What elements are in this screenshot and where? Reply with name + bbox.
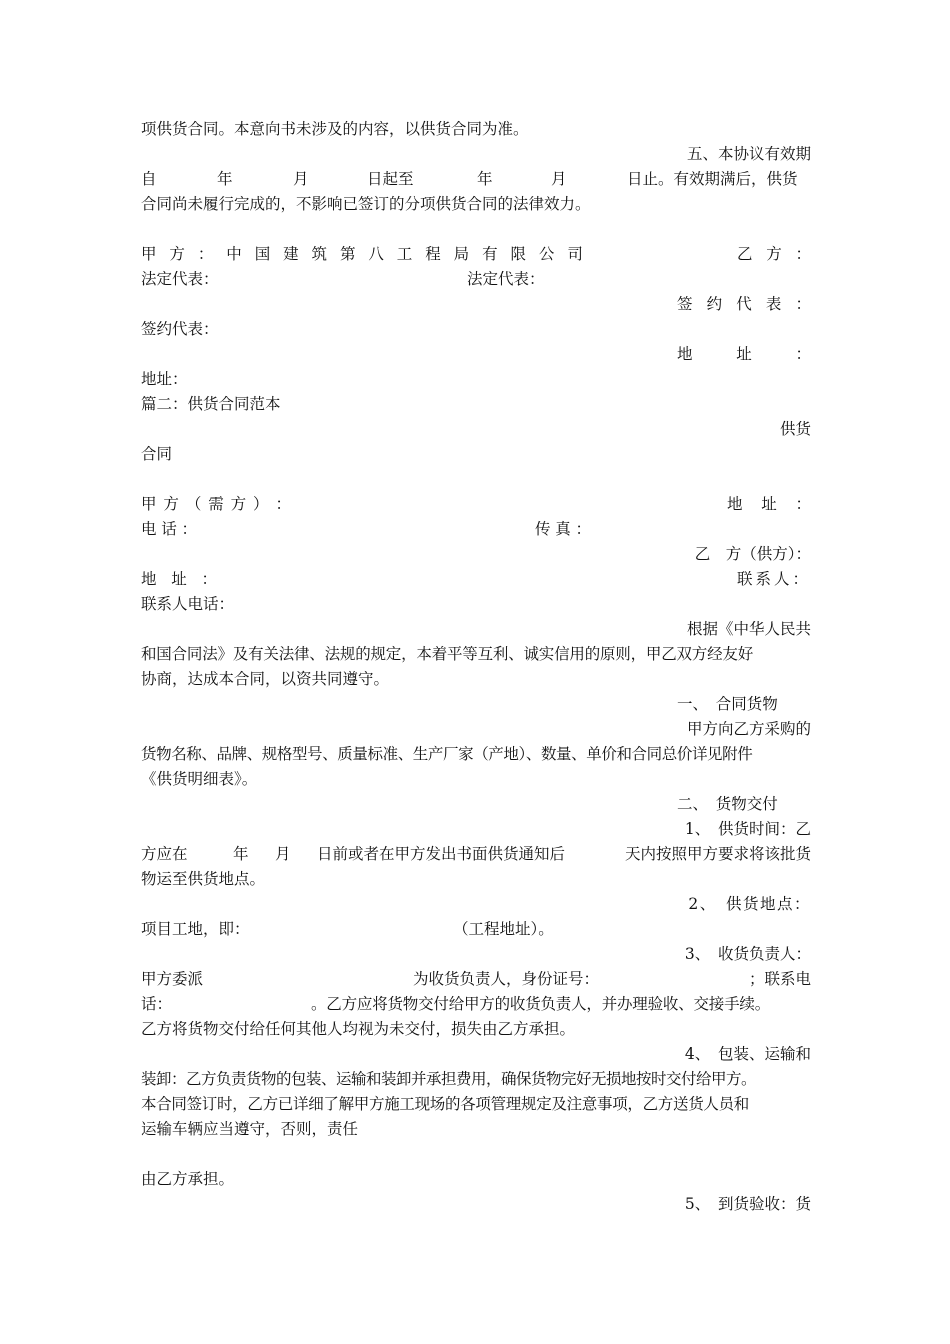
clause-heading: 一、 合同货物 xyxy=(677,695,778,713)
text-line: 5、 到货验收：货 xyxy=(684,1195,811,1213)
text-line: 和国合同法》及有关法律、法规的规定，本着平等互利、诚实信用的原则，甲乙双方经友好 xyxy=(141,645,754,663)
text-line: 运输车辆应当遵守，否则，责任 xyxy=(141,1120,359,1138)
text-line: 《供货明细表》。 xyxy=(141,770,258,788)
text-line: 货物名称、品牌、规格型号、质量标准、生产厂家（产地）、数量、单价和合同总价详见附件 xyxy=(141,745,753,763)
contract-title-cont: 合同 xyxy=(141,445,173,463)
text-line: 由乙方承担。 xyxy=(141,1170,235,1188)
text-line: 4、 包装、运输和 xyxy=(684,1045,811,1063)
text-line: 地址： xyxy=(141,370,188,388)
text-line: 2、 供货地点： xyxy=(688,895,811,913)
text-line: 协商，达成本合同，以资共同遵守。 xyxy=(141,670,390,688)
text-line: 装卸：乙方负责货物的包装、运输和装卸并承担费用，确保货物完好无损地按时交付给甲方。 xyxy=(141,1070,757,1088)
clause-heading: 五、本协议有效期 xyxy=(686,145,811,163)
text-line: 物运至供货地点。 xyxy=(141,870,266,888)
text-line: 合同尚未履行完成的，不影响已签订的分项供货合同的法律效力。 xyxy=(141,195,591,213)
text-line: 签约代表： xyxy=(141,320,219,338)
text-line: 甲方向乙方采购的 xyxy=(686,720,811,738)
text-line: 项供货合同。本意向书未涉及的内容，以供货合同为准。 xyxy=(141,120,529,138)
document-page: 项供货合同。本意向书未涉及的内容，以供货合同为准。 五、本协议有效期 自 年 月 日起至 年 月 日止。有效期满后，供货 合同尚未履行完成的，不影响已签订的分项供货合同的法律效力。 甲 方 ： 中 国 建 筑 第 八 工 程 局 有 限 公 司 乙 方 ： 法定代表： 法定代表： 签 约 代 表 ： 签约代表： 地 址 ： 地址： 篇二：供货合同范本 供货 合同 甲 方 （ 需 方 ） ： 地 址 ： 电 话 ： 传 真 ： 乙 方（供方）： 地 址 ： 联系人： 联系人电话： 根据《中华人民共 和国合同法》及有关法律、法规的规定，本着平等互利、诚实信用的原则，甲乙双方经友好 协商，达成本合同，以资共同遵守。 一、 合同货物 甲方向乙方采购的 货物名称、品牌、规格型号、质量标准、生产厂家（产地）、数量、单价和合同总价详见附件 《供货明细表》。 二、 货物交付 1、 供货时间：乙 方应在 年 月 日前或者在甲方发出书面供货通知后 天内按照甲方要求将该批货 物运至供货地点。 2、 供货地点： 项目工地，即： （工程地址）。 3、 收货负责人： 甲方委派 为收货负责人，身份证号： ；联系电 话： 。乙方应将货物交付给甲方的收货负责人，并办理验收、交接手续。 乙方将货物交付给任何其他人均视为未交付，损失由乙方承担。 4、 包装、运输和 装卸：乙方负责货物的包装、运输和装卸并承担费用，确保货物完好无损地按时交付给甲方。 本合同签订时，乙方已详细了解甲方施工现场的各项管理规定及注意事项，乙方送货人员和 运输车辆应当遵守，否则，责任 由乙方承担。 5、 到货验收：货 xyxy=(141,120,811,1213)
seller-line: 乙 方（供方）： xyxy=(694,545,811,563)
text-line: 根据《中华人民共 xyxy=(686,620,811,638)
clause-heading: 二、 货物交付 xyxy=(677,795,778,813)
text-line: 1、 供货时间：乙 xyxy=(684,820,811,838)
text-line: 3、 收货负责人： xyxy=(684,945,811,963)
text-line: 联系人电话： xyxy=(141,595,235,613)
section-title: 篇二：供货合同范本 xyxy=(141,395,281,413)
text-line: 乙方将货物交付给任何其他人均视为未交付，损失由乙方承担。 xyxy=(141,1020,576,1038)
text-line: 本合同签订时，乙方已详细了解甲方施工现场的各项管理规定及注意事项，乙方送货人员和 xyxy=(141,1095,750,1113)
contract-title: 供货 xyxy=(779,420,811,438)
